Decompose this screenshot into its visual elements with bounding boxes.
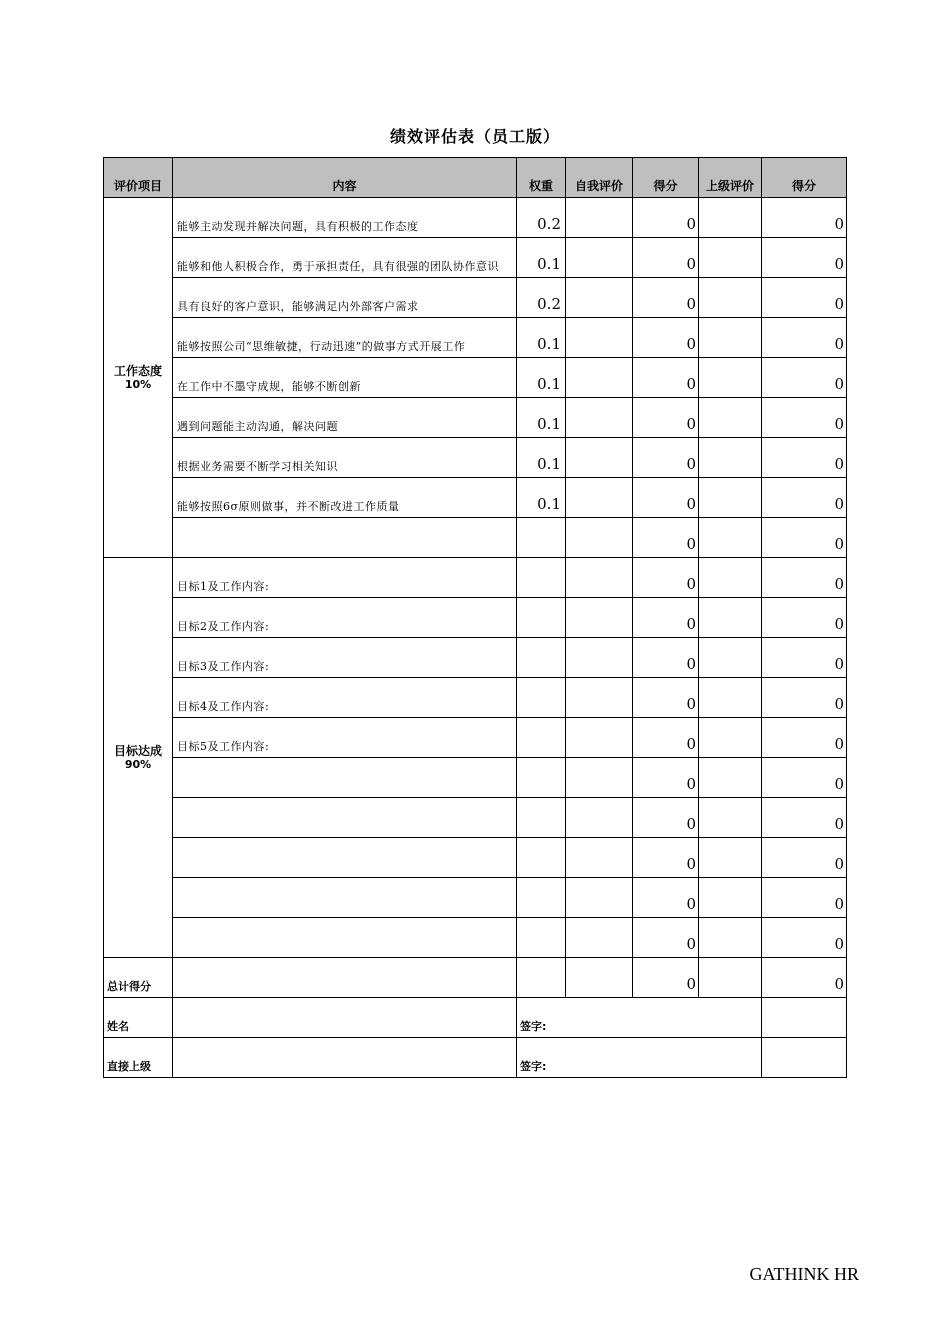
manager-extra-cell bbox=[762, 1038, 847, 1078]
table-row bbox=[104, 878, 847, 918]
self-score-cell: 0 bbox=[633, 598, 699, 638]
manager-eval-cell[interactable] bbox=[699, 198, 762, 238]
content-cell: 目标5及工作内容: bbox=[173, 718, 517, 758]
content-cell bbox=[173, 798, 517, 838]
manager-score-cell: 0 bbox=[762, 878, 847, 918]
name-signature-row bbox=[104, 998, 847, 1038]
self-score-cell: 0 bbox=[633, 518, 699, 558]
self-score-cell: 0 bbox=[633, 638, 699, 678]
table-row bbox=[104, 758, 847, 798]
manager-eval-cell[interactable] bbox=[699, 358, 762, 398]
weight-cell bbox=[517, 198, 566, 238]
manager-eval-cell[interactable] bbox=[699, 278, 762, 318]
manager-eval-cell[interactable] bbox=[699, 798, 762, 838]
name-field[interactable] bbox=[173, 998, 517, 1038]
content-cell bbox=[173, 918, 517, 958]
header-content: 内容 bbox=[173, 158, 517, 198]
category-percent: 90% bbox=[124, 757, 152, 771]
weight-cell bbox=[517, 598, 566, 638]
table-row bbox=[104, 598, 847, 638]
self-score-cell: 0 bbox=[633, 358, 699, 398]
weight-value: 0.1 bbox=[537, 495, 561, 513]
content-cell: 目标3及工作内容: bbox=[173, 638, 517, 678]
table-row bbox=[104, 238, 847, 278]
content-cell: 目标4及工作内容: bbox=[173, 678, 517, 718]
content-cell: 根据业务需要不断学习相关知识 bbox=[173, 438, 517, 478]
total-self-eval-cell bbox=[566, 958, 633, 998]
table-row bbox=[104, 838, 847, 878]
self-score-cell: 0 bbox=[633, 558, 699, 598]
table-row bbox=[104, 718, 847, 758]
content-cell: 能够主动发现并解决问题，具有积极的工作态度 bbox=[173, 198, 517, 238]
content-cell: 能够和他人积极合作，勇于承担责任，具有很强的团队协作意识 bbox=[173, 238, 517, 278]
weight-cell bbox=[517, 718, 566, 758]
self-eval-cell[interactable] bbox=[566, 918, 633, 958]
content-cell: 目标1及工作内容: bbox=[173, 558, 517, 598]
content-cell: 能够按照公司“思维敏捷，行动迅速”的做事方式开展工作 bbox=[173, 318, 517, 358]
weight-value: 0.1 bbox=[537, 375, 561, 393]
weight-cell bbox=[517, 878, 566, 918]
manager-eval-cell[interactable] bbox=[699, 598, 762, 638]
page-title: 绩效评估表（员工版） bbox=[389, 127, 560, 146]
self-eval-cell[interactable] bbox=[566, 198, 633, 238]
total-label: 总计得分 bbox=[104, 958, 173, 998]
evaluation-table bbox=[103, 157, 847, 1078]
self-eval-cell[interactable] bbox=[566, 518, 633, 558]
table-row bbox=[104, 558, 847, 598]
manager-score-cell: 0 bbox=[762, 918, 847, 958]
manager-eval-cell[interactable] bbox=[699, 838, 762, 878]
total-weight-cell bbox=[517, 958, 566, 998]
header-self-eval: 自我评价 bbox=[566, 158, 633, 198]
weight-cell bbox=[517, 798, 566, 838]
table-row bbox=[104, 318, 847, 358]
category-percent: 10% bbox=[124, 377, 152, 391]
weight-cell bbox=[517, 358, 566, 398]
attitude-category bbox=[104, 198, 173, 558]
self-eval-cell[interactable] bbox=[566, 398, 633, 438]
manager-eval-cell[interactable] bbox=[699, 638, 762, 678]
total-self-score: 0 bbox=[633, 958, 699, 998]
content-cell bbox=[173, 878, 517, 918]
footer-brand: GATHINK HR bbox=[749, 1264, 859, 1284]
weight-value: 0.1 bbox=[537, 455, 561, 473]
manager-signature-row bbox=[104, 1038, 847, 1078]
self-eval-cell[interactable] bbox=[566, 478, 633, 518]
weight-cell bbox=[517, 638, 566, 678]
manager-eval-cell[interactable] bbox=[699, 478, 762, 518]
manager-score-cell: 0 bbox=[762, 438, 847, 478]
manager-score-cell: 0 bbox=[762, 718, 847, 758]
content-cell bbox=[173, 518, 517, 558]
weight-value: 0.2 bbox=[537, 215, 561, 233]
self-score-cell: 0 bbox=[633, 198, 699, 238]
manager-eval-cell[interactable] bbox=[699, 918, 762, 958]
manager-score-cell: 0 bbox=[762, 358, 847, 398]
manager-eval-cell[interactable] bbox=[699, 238, 762, 278]
name-sign-label[interactable]: 签字: bbox=[517, 998, 762, 1038]
table-row bbox=[104, 198, 847, 238]
manager-score-cell: 0 bbox=[762, 838, 847, 878]
self-score-cell: 0 bbox=[633, 478, 699, 518]
manager-eval-cell[interactable] bbox=[699, 318, 762, 358]
self-score-cell: 0 bbox=[633, 238, 699, 278]
table-row bbox=[104, 678, 847, 718]
manager-eval-cell[interactable] bbox=[699, 518, 762, 558]
header-score-manager: 得分 bbox=[762, 158, 847, 198]
weight-cell bbox=[517, 518, 566, 558]
header-category: 评价项目 bbox=[104, 158, 173, 198]
self-eval-cell[interactable] bbox=[566, 438, 633, 478]
weight-cell bbox=[517, 478, 566, 518]
weight-value: 0.1 bbox=[537, 415, 561, 433]
self-eval-cell[interactable] bbox=[566, 238, 633, 278]
content-cell bbox=[173, 758, 517, 798]
self-score-cell: 0 bbox=[633, 878, 699, 918]
manager-score-cell: 0 bbox=[762, 758, 847, 798]
table-row bbox=[104, 638, 847, 678]
manager-score-cell: 0 bbox=[762, 478, 847, 518]
self-score-cell: 0 bbox=[633, 678, 699, 718]
goals-category bbox=[104, 558, 173, 958]
manager-score-cell: 0 bbox=[762, 678, 847, 718]
manager-score-cell: 0 bbox=[762, 398, 847, 438]
manager-eval-cell[interactable] bbox=[699, 438, 762, 478]
self-eval-cell[interactable] bbox=[566, 678, 633, 718]
manager-score-cell: 0 bbox=[762, 198, 847, 238]
self-score-cell: 0 bbox=[633, 398, 699, 438]
manager-score-cell: 0 bbox=[762, 798, 847, 838]
content-cell: 能够按照6σ原则做事，并不断改进工作质量 bbox=[173, 478, 517, 518]
table-row bbox=[104, 398, 847, 438]
content-cell: 遇到问题能主动沟通，解决问题 bbox=[173, 398, 517, 438]
weight-value: 0.1 bbox=[537, 335, 561, 353]
content-cell: 具有良好的客户意识，能够满足内外部客户需求 bbox=[173, 278, 517, 318]
weight-cell bbox=[517, 678, 566, 718]
self-score-cell: 0 bbox=[633, 278, 699, 318]
self-eval-cell[interactable] bbox=[566, 318, 633, 358]
weight-cell bbox=[517, 238, 566, 278]
weight-cell bbox=[517, 918, 566, 958]
category-label: 目标达成 bbox=[113, 743, 162, 758]
self-score-cell: 0 bbox=[633, 718, 699, 758]
table-row bbox=[104, 278, 847, 318]
self-eval-cell[interactable] bbox=[566, 278, 633, 318]
manager-label: 直接上级 bbox=[104, 1038, 173, 1078]
manager-eval-cell[interactable] bbox=[699, 758, 762, 798]
name-label: 姓名 bbox=[104, 998, 173, 1038]
manager-score-cell: 0 bbox=[762, 638, 847, 678]
self-eval-cell[interactable] bbox=[566, 558, 633, 598]
self-eval-cell[interactable] bbox=[566, 358, 633, 398]
header-row bbox=[104, 158, 847, 198]
manager-score-cell: 0 bbox=[762, 278, 847, 318]
manager-eval-cell[interactable] bbox=[699, 878, 762, 918]
weight-value: 0.2 bbox=[537, 295, 561, 313]
table-row bbox=[104, 918, 847, 958]
self-eval-cell[interactable] bbox=[566, 838, 633, 878]
header-weight: 权重 bbox=[517, 158, 566, 198]
manager-eval-cell[interactable] bbox=[699, 718, 762, 758]
weight-cell bbox=[517, 398, 566, 438]
weight-cell bbox=[517, 318, 566, 358]
self-eval-cell[interactable] bbox=[566, 638, 633, 678]
self-score-cell: 0 bbox=[633, 918, 699, 958]
content-cell: 目标2及工作内容: bbox=[173, 598, 517, 638]
manager-eval-cell[interactable] bbox=[699, 678, 762, 718]
weight-cell bbox=[517, 558, 566, 598]
name-extra-cell bbox=[762, 998, 847, 1038]
manager-score-cell: 0 bbox=[762, 598, 847, 638]
self-score-cell: 0 bbox=[633, 758, 699, 798]
manager-score-cell: 0 bbox=[762, 518, 847, 558]
content-cell: 在工作中不墨守成规，能够不断创新 bbox=[173, 358, 517, 398]
self-score-cell: 0 bbox=[633, 438, 699, 478]
total-content-cell bbox=[173, 958, 517, 998]
self-score-cell: 0 bbox=[633, 318, 699, 358]
total-manager-score: 0 bbox=[762, 958, 847, 998]
weight-cell bbox=[517, 838, 566, 878]
table-row bbox=[104, 798, 847, 838]
table-row bbox=[104, 438, 847, 478]
self-score-cell: 0 bbox=[633, 798, 699, 838]
total-manager-eval-cell bbox=[699, 958, 762, 998]
self-eval-cell[interactable] bbox=[566, 798, 633, 838]
manager-score-cell: 0 bbox=[762, 238, 847, 278]
manager-field[interactable] bbox=[173, 1038, 517, 1078]
table-row bbox=[104, 358, 847, 398]
manager-score-cell: 0 bbox=[762, 318, 847, 358]
weight-cell bbox=[517, 438, 566, 478]
header-score-self: 得分 bbox=[633, 158, 699, 198]
self-eval-cell[interactable] bbox=[566, 878, 633, 918]
self-eval-cell[interactable] bbox=[566, 718, 633, 758]
weight-cell bbox=[517, 758, 566, 798]
header-manager-eval: 上级评价 bbox=[699, 158, 762, 198]
table-row bbox=[104, 478, 847, 518]
manager-sign-label[interactable]: 签字: bbox=[517, 1038, 762, 1078]
manager-score-cell: 0 bbox=[762, 558, 847, 598]
total-row bbox=[104, 958, 847, 998]
manager-eval-cell[interactable] bbox=[699, 558, 762, 598]
self-eval-cell[interactable] bbox=[566, 758, 633, 798]
self-eval-cell[interactable] bbox=[566, 598, 633, 638]
manager-eval-cell[interactable] bbox=[699, 398, 762, 438]
table-row bbox=[104, 518, 847, 558]
self-score-cell: 0 bbox=[633, 838, 699, 878]
category-label: 工作态度 bbox=[113, 363, 162, 378]
weight-value: 0.1 bbox=[537, 255, 561, 273]
content-cell bbox=[173, 838, 517, 878]
weight-cell bbox=[517, 278, 566, 318]
